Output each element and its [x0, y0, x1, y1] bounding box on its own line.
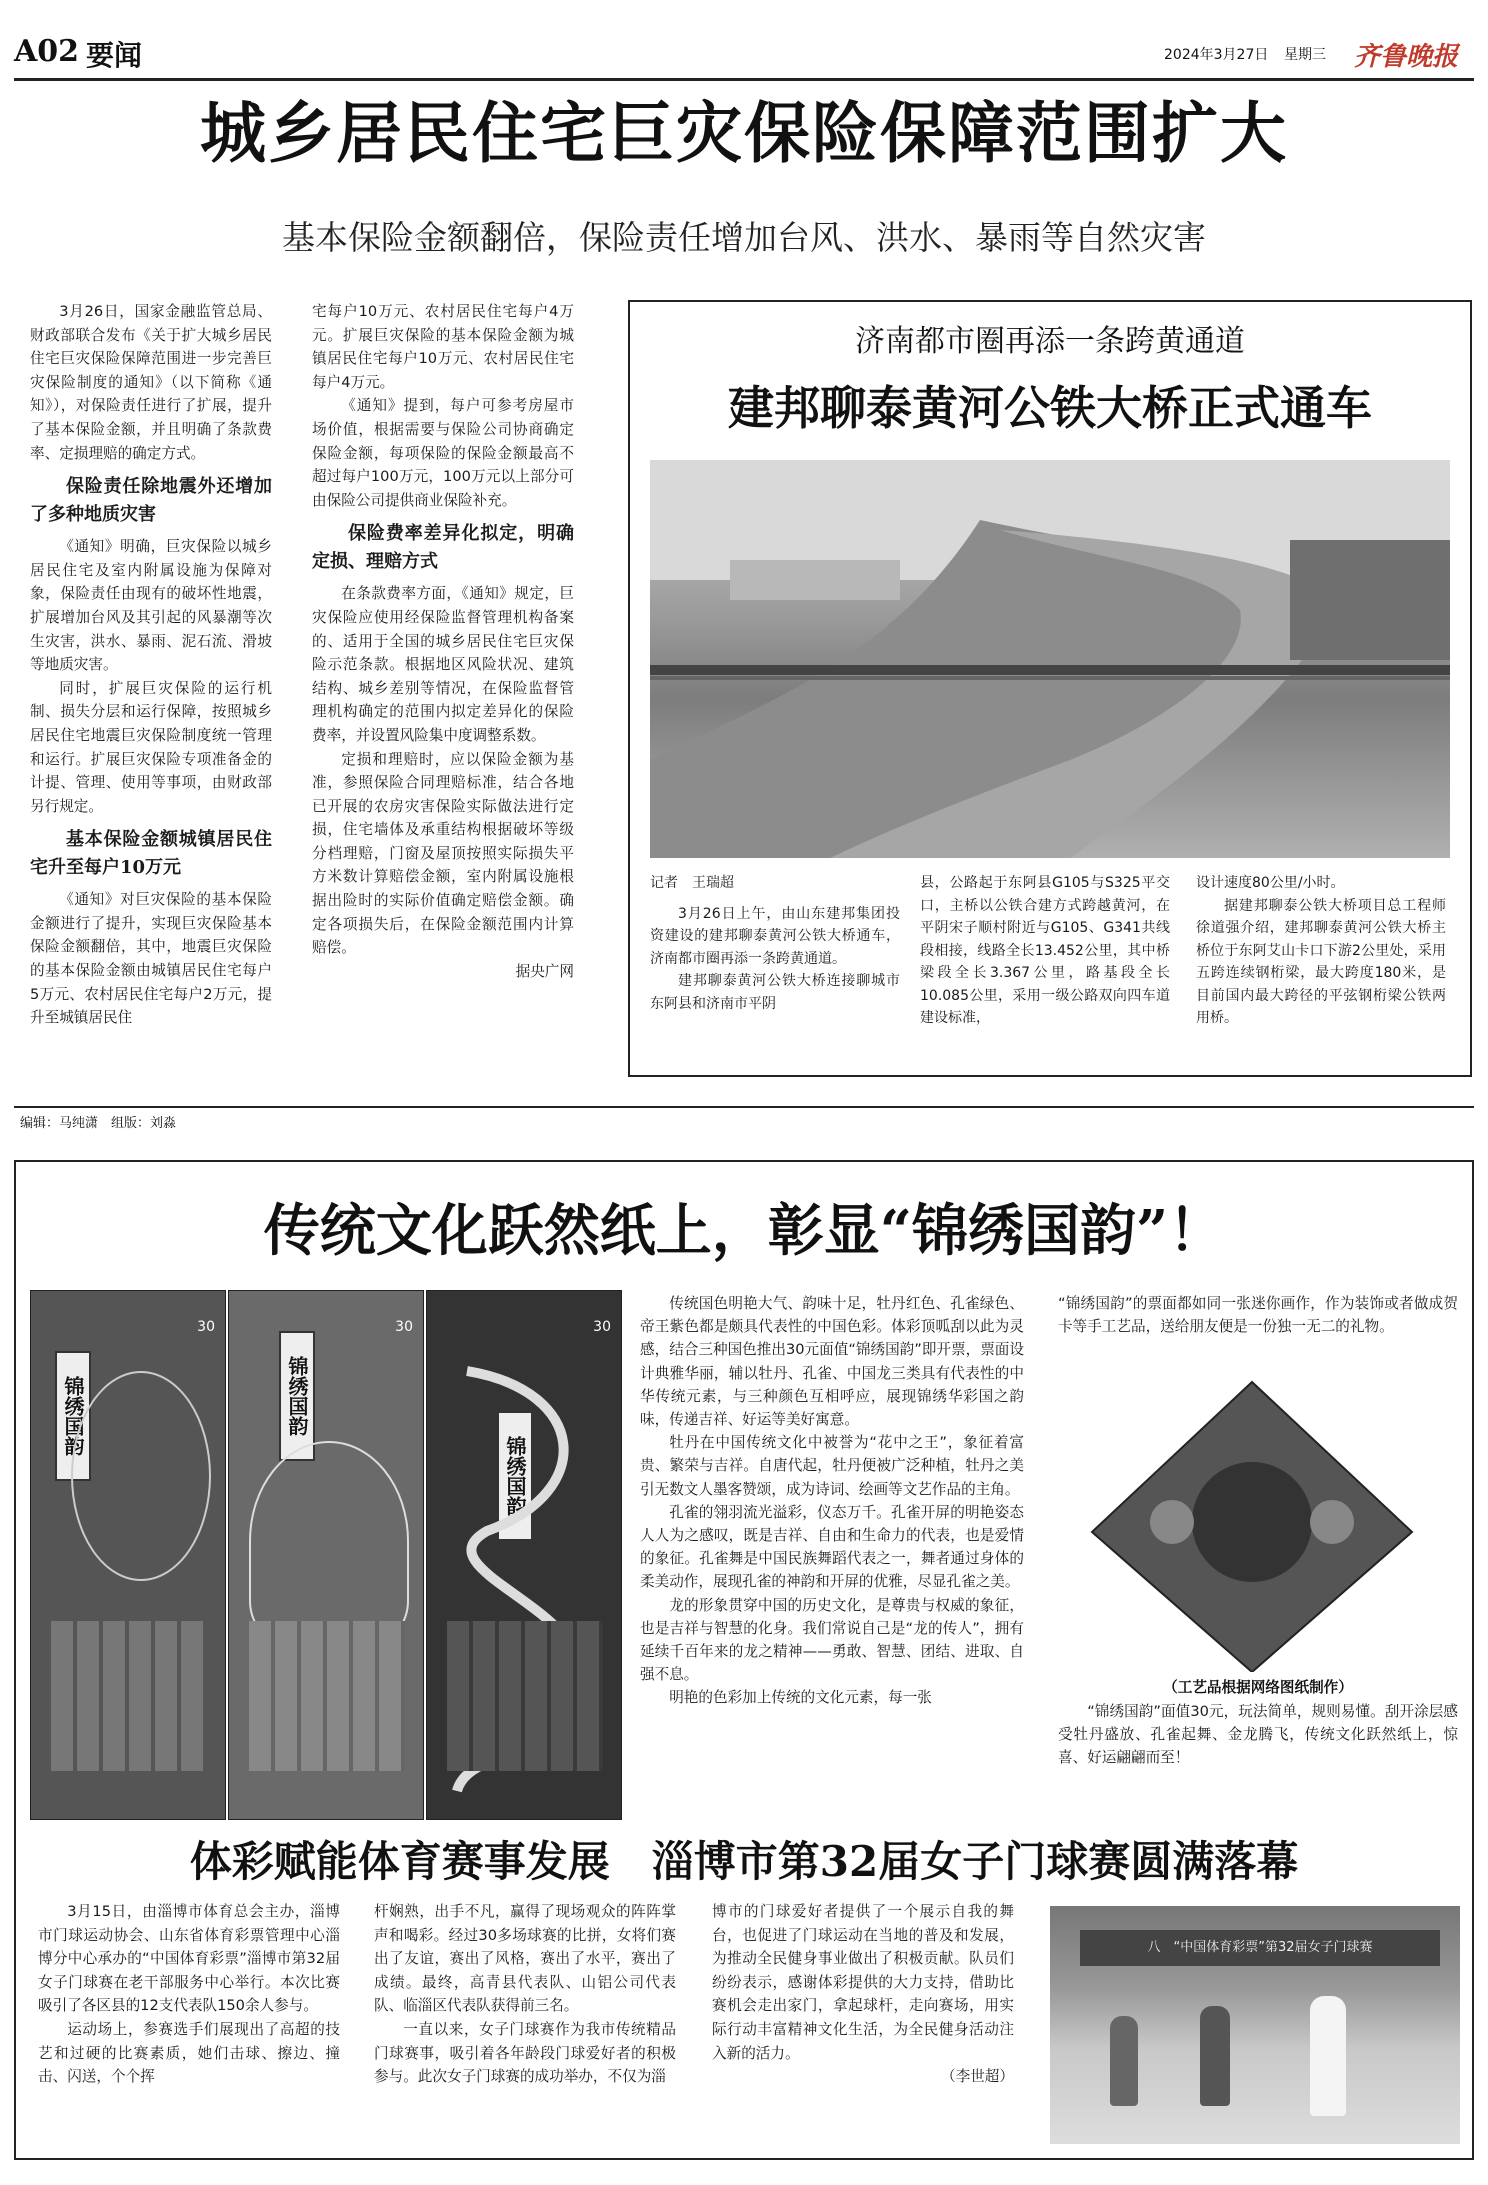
- section-name: 要闻: [86, 39, 143, 72]
- lottery-column-1: [640, 1292, 1024, 1710]
- paragraph: 龙的形象贯穿中国的历史文化，是尊贵与权威的象征，也是吉祥与智慧的化身。我们常说自己是“龙的传人”，拥有延续千百年来的龙之精神——勇敢、智慧、团结、进取、自强不息。: [640, 1596, 1024, 1684]
- scratch-area: [447, 1621, 603, 1771]
- bridge-column-2: [920, 872, 1170, 1030]
- paragraph: 《通知》对巨灾保险的基本保险金额进行了提升，实现巨灾保险基本保险金额翻倍，其中，地震巨灾保险的基本保险金额由城镇居民住宅每户5万元、农村居民住宅每户2万元，提升至城镇居民住: [30, 891, 272, 1027]
- bridge-column-3: [1196, 872, 1446, 1030]
- lottery-ticket-peacock: [228, 1290, 424, 1820]
- paragraph: 《通知》提到，每户可参考房屋市场价值，根据需要与保险公司协商确定保险金额，每项保险的保险金额最高不超过每户100万元，100万元以上部分可由保险公司提供商业保险补充。: [312, 397, 574, 509]
- paragraph: 在条款费率方面，《通知》规定，巨灾保险应使用经保险监督管理机构备案的、适用于全国的城乡居民住宅巨灾保险示范条款。根据地区风险状况、建筑结构、城乡差别等情况，在保险监督管理机构确定的范围内拟定差异化的保险费率，并设置风险集中度调整系数。: [312, 585, 574, 744]
- lottery-column-2: [1058, 1292, 1458, 1338]
- event-banner: 八 “中国体育彩票”第32届女子门球赛: [1080, 1930, 1440, 1966]
- scratch-area: [249, 1621, 405, 1771]
- page-number: A02: [14, 34, 80, 69]
- peacock-icon: [249, 1441, 409, 1641]
- bridge-column-1: [650, 872, 900, 1015]
- section-rule: [14, 1106, 1474, 1108]
- paragraph: 牡丹在中国传统文化中被誉为“花中之王”，象征着富贵、繁荣与吉祥。自唐代起，牡丹便被广泛种植，牡丹之美引无数文人墨客赞颂，成为诗词、绘画等文艺作品的主角。: [640, 1434, 1024, 1498]
- sports-column-3: [712, 1900, 1014, 2089]
- paragraph: 宅每户10万元、农村居民住宅每户4万元。扩展巨灾保险的基本保险金额为城镇居民住宅每户10万元、农村居民住宅每户4万元。: [312, 303, 574, 391]
- lottery-column-2b: [1058, 1700, 1458, 1770]
- ticket-price: 30: [395, 1319, 413, 1335]
- diamond-craft-image: [1082, 1372, 1422, 1672]
- paper-logo: 齐鲁晚报: [1354, 42, 1459, 72]
- paragraph: 设计速度80公里/小时。: [1196, 875, 1345, 891]
- ticket-label: 锦绣国韵: [497, 1411, 533, 1541]
- paragraph: 明艳的色彩加上传统的文化元素，每一张: [669, 1689, 932, 1707]
- craft-caption: （工艺品根据网络图纸制作）: [1163, 1679, 1353, 1696]
- subheading: 保险责任除地震外还增加了多种地质灾害: [30, 476, 272, 526]
- paragraph: 传统国色明艳大气、韵味十足，牡丹红色、孔雀绿色、帝王紫色都是颇具代表性的中国色彩。体彩顶呱刮以此为灵感，结合三种国色推出30元面值“锦绣国韵”即开票，票面设计典雅华丽，辅以牡丹、孔雀、中国龙三类具有代表性的中华传统元素，与三种颜色互相呼应，展现锦绣华彩国之韵味，传递吉祥、好运等美好寓意。: [640, 1295, 1024, 1429]
- croquet-photo: [1050, 1906, 1460, 2144]
- main-subtitle: 基本保险金额翻倍，保险责任增加台风、洪水、暴雨等自然灾害: [282, 218, 1206, 257]
- paragraph: “锦绣国韵”面值30元，玩法简单，规则易懂。刮开涂层感受牡丹盛放、孔雀起舞、金龙腾飞，传统文化跃然纸上，惊喜、好运翩翩而至！: [1058, 1703, 1458, 1767]
- subheading: 基本保险金额城镇居民住宅升至每户10万元: [30, 829, 272, 879]
- player-figure: [1110, 2016, 1138, 2106]
- bridge-kicker: 济南都市圈再添一条跨黄通道: [855, 324, 1245, 359]
- paragraph: 3月26日，国家金融监管总局、财政部联合发布《关于扩大城乡居民住宅巨灾保险保障范围进一步完善巨灾保险制度的通知》（以下简称《通知》），对保险责任进行了扩展，提升了基本保险金额，并且明确了条款费率、定损理赔的确定方式。: [30, 303, 272, 462]
- paragraph: 3月26日上午，由山东建邦集团投资建设的建邦聊泰黄河公铁大桥通车，济南都市圈再添一条跨黄通道。: [650, 905, 900, 967]
- page-header: [14, 30, 1474, 78]
- craft-photo: [1082, 1372, 1422, 1672]
- paragraph: 建邦聊泰黄河公铁大桥连接聊城市东阿县和济南市平阴: [650, 973, 900, 1012]
- main-headline: 城乡居民住宅巨灾保险保障范围扩大: [200, 94, 1288, 172]
- paragraph: 《通知》明确，巨灾保险以城乡居民住宅及室内附属设施为保障对象，保险责任由现有的破坏性地震，扩展增加台风及其引起的风暴潮等次生灾害，洪水、暴雨、泥石流、滑坡等地质灾害。: [30, 538, 272, 674]
- scratch-area: [51, 1621, 207, 1771]
- lottery-ticket-peony: [30, 1290, 226, 1820]
- sports-headline: 体彩赋能体育赛事发展 淄博市第32届女子门球赛圆满落幕: [189, 1837, 1299, 1886]
- article-column-2: [312, 300, 574, 983]
- bridge-photo: [650, 460, 1450, 858]
- paragraph: 定损和理赔时，应以保险金额为基准，参照保险合同理赔标准，结合各地已开展的农房灾害保险实际做法进行定损，住宅墙体及承重结构根据破坏等级分档理赔，门窗及屋顶按照实际损失平方米数计算赔偿金额，室内附属设施根据出险时的实际价值确定赔偿金额。确定各项损失后，在保险金额范围内计算赔偿。: [312, 750, 574, 957]
- sports-column-1: [38, 1900, 340, 2089]
- paragraph: 孔雀的翎羽流光溢彩，仪态万千。孔雀开屏的明艳姿态人人为之感叹，既是吉祥、自由和生命力的代表，也是爱情的象征。孔雀舞是中国民族舞蹈代表之一，舞者通过身体的柔美动作，展现孔雀的神韵和开屏的优雅，尽显孔雀之美。: [640, 1503, 1024, 1591]
- ticket-price: 30: [197, 1319, 215, 1335]
- player-figure: [1310, 1996, 1346, 2116]
- paragraph: 据建邦聊泰公铁大桥项目总工程师徐道强介绍，建邦聊泰黄河公铁大桥主桥位于东阿艾山卡口下游2公里处，采用五跨连续钢桁梁，最大跨度180米，是目前国内最大跨径的平弦钢桁梁公铁两用桥。: [1196, 897, 1446, 1026]
- issue-date: 2024年3月27日: [1164, 47, 1269, 63]
- paragraph: 博市的门球爱好者提供了一个展示自我的舞台，也促进了门球运动在当地的普及和发展，为推动全民健身事业做出了积极贡献。队员们纷纷表示，感谢体彩提供的大力支持，借助比赛机会走出家门，拿起球杆，走向赛场，用实际行动丰富精神文化生活，为全民健身活动注入新的活力。: [712, 1903, 1014, 2062]
- bridge-aerial-image: [650, 460, 1450, 858]
- paragraph: 3月15日，由淄博市体育总会主办，淄博市门球运动协会、山东省体育彩票管理中心淄博分中心承办的“中国体育彩票”淄博市第32届女子门球赛在老干部服务中心举行。本次比赛吸引了各区县的12支代表队150余人参与。: [38, 1903, 340, 2015]
- ticket-label: 锦绣国韵: [55, 1351, 91, 1481]
- bridge-headline: 建邦聊泰黄河公铁大桥正式通车: [728, 381, 1372, 435]
- subheading: 保险费率差异化拟定，明确定损、理赔方式: [312, 523, 574, 573]
- article-column-1: [30, 300, 272, 1030]
- ticket-label: 锦绣国韵: [279, 1331, 315, 1461]
- editor-credit: 编辑：马纯潇 组版：刘淼: [20, 1116, 177, 1131]
- sports-column-2: [374, 1900, 676, 2089]
- header-rule: [14, 78, 1474, 81]
- peony-icon: [71, 1371, 211, 1581]
- issue-weekday: 星期三: [1284, 47, 1326, 63]
- lottery-ticket-dragon: [426, 1290, 622, 1820]
- article-author: （李世超）: [941, 2068, 1014, 2086]
- paragraph: 杆娴熟，出手不凡，赢得了现场观众的阵阵掌声和喝彩。经过30多场球赛的比拼，女将们赛出了友谊，赛出了风格，赛出了水平，赛出了成绩。最终，高青县代表队、山铝公司代表队、临淄区代表队获得前三名。: [374, 1903, 676, 2015]
- paragraph: 同时，扩展巨灾保险的运行机制、损失分层和运行保障，按照城乡居民住宅地震巨灾保险制度统一管理和运行。扩展巨灾保险专项准备金的计提、管理、使用等事项，由财政部另行规定。: [30, 679, 272, 815]
- player-figure: [1200, 2006, 1230, 2106]
- paragraph: 一直以来，女子门球赛作为我市传统精品门球赛事，吸引着各年龄段门球爱好者的积极参与。此次女子门球赛的成功举办，不仅为淄: [374, 2020, 676, 2086]
- ticket-price: 30: [593, 1319, 611, 1335]
- paragraph: “锦绣国韵”的票面都如同一张迷你画作，作为装饰或者做成贺卡等手工艺品，送给朋友便是一份独一无二的礼物。: [1058, 1295, 1458, 1336]
- lottery-headline: 传统文化跃然纸上，彰显“锦绣国韵”！: [263, 1198, 1225, 1264]
- reporter-byline: 记者 王瑞超: [650, 875, 734, 891]
- paragraph: 运动场上，参赛选手们展现出了高超的技艺和过硬的比赛素质，她们击球、擦边、撞击、闪送，个个挥: [38, 2020, 340, 2086]
- paragraph: 县，公路起于东阿县G105与S325平交口，主桥以公铁合建方式跨越黄河，在平阴宋子顺村附近与G105、G341共线段相接，线路全长13.452公里，其中桥梁段全长3.367公里，路基段全长10.085公里，采用一级公路双向四车道建设标准，: [920, 875, 1170, 1026]
- article-source: 据央广网: [515, 962, 574, 980]
